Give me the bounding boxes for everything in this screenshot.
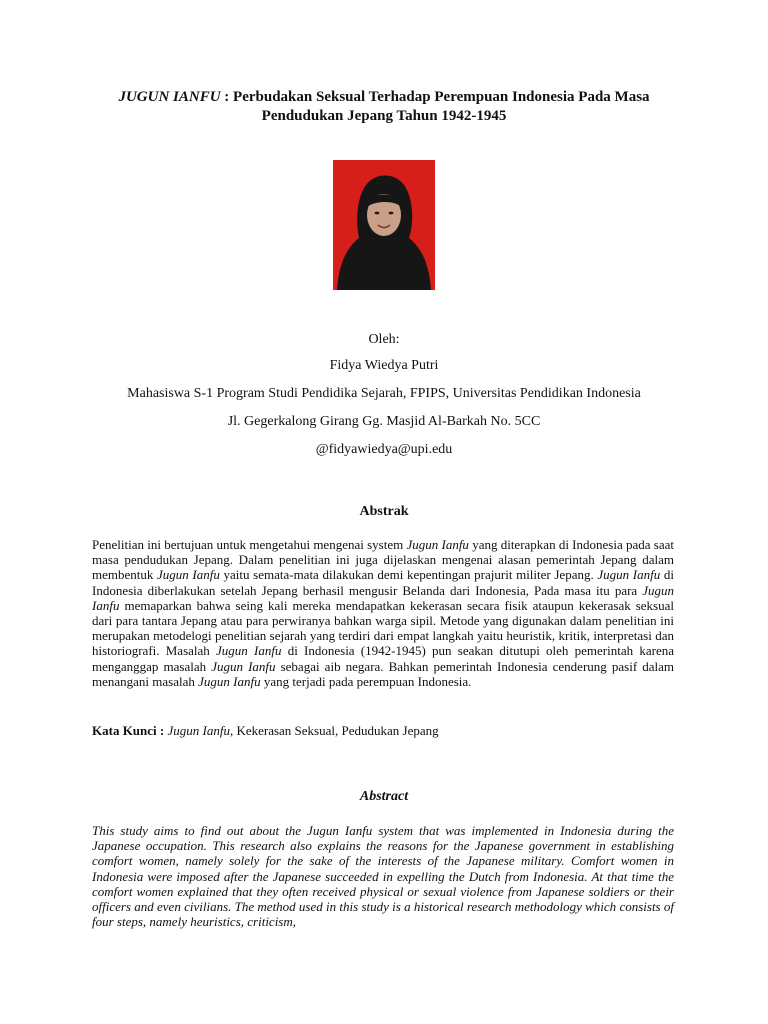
abstrak-text: memaparkan bahwa seing kali mereka mendapatkan kekerasan secara fisik ataupun kekerasak seksual dari para tantara Jepang atau para perwiranya bahkan warga sipil. Metode yang digunakan dalam penelitian ini merupakan metodelogi penelitian sejarah yang terdiri dari empat langkah yaitu heuristik, kritik, interpretasi dan historiografi. Masalah [92, 597, 674, 659]
abstrak-text: yang diterapkan di Indonesia pada saat masa pendudukan Jepang. Dalam penelitian ini juga dijelaskan mengenai alasan pemerintah Jepang dalam membentuk [92, 537, 674, 583]
abstrak-text: di Indonesia diberlakukan setelah Jepang berhasil mengusir Belanda dari Indonesia, Pada masa itu para [92, 567, 674, 598]
keywords-label: Kata Kunci : [92, 723, 165, 738]
author-affiliation: Mahasiswa S-1 Program Studi Pendidika Sejarah, FPIPS, Universitas Pendidikan Indonesia [127, 386, 641, 401]
abstrak-heading: Abstrak [359, 504, 409, 519]
abstrak-term-italic: Jugun Ianfu [92, 582, 674, 613]
author-email[interactable]: @fidyawiedya@upi.edu [315, 442, 453, 457]
abstrak-text: yaitu semata-mata dilakukan demi kepentingan prajurit militer Jepang. [219, 567, 598, 583]
abstract-heading: Abstract [359, 789, 409, 804]
author-address: Jl. Gegerkalong Girang Gg. Masjid Al-Barkah No. 5CC [227, 414, 541, 429]
title-italic: JUGUN IANFU [118, 89, 221, 105]
abstrak-term-italic: Jugun Ianfu [211, 658, 276, 674]
abstrak-term-italic: Jugun Ianfu [597, 567, 661, 583]
abstrak-term-italic: Jugun Ianfu [157, 567, 220, 583]
author-portrait-image [333, 160, 435, 290]
abstrak-term-italic: Jugun Ianfu [216, 643, 282, 659]
author-photo [333, 160, 435, 290]
abstrak-body [92, 537, 674, 689]
abstract-body: This study aims to find out about the Jugun Ianfu system that was implemented in Indonesia during the Japanese occupation. This research also explains the reasons for the Japanese government in establishing comfort women, namely solely for the sake of the interests of the Japanese military. Comfort women in Indonesia were imposed after the Japanese succeeded in expelling the Dutch from Indonesia. At that time the comfort women explained that they often received physical or sexual violence from Japanese soldiers or their officers and even civilians. The method used in this study is a historical research methodology which consists of four steps, namely heuristics, criticism, [92, 823, 674, 930]
paper-title [60, 88, 708, 126]
abstrak-text: yang terjadi pada perempuan Indonesia. [260, 673, 472, 689]
keywords [92, 723, 674, 739]
abstrak-text: sebagai aib negara. Bahkan pemerintah Indonesia cenderung pasif dalam menangani masalah [92, 658, 674, 689]
title-line2: Pendudukan Jepang Tahun 1942-1945 [261, 108, 507, 124]
author-oleh: Oleh: [368, 332, 400, 347]
abstrak-term-italic: Jugun Ianfu [198, 673, 261, 689]
keywords-italic: Jugun Ianfu [167, 723, 230, 738]
abstrak-text: Penelitian ini bertujuan untuk mengetahui mengenai system [92, 537, 407, 552]
abstrak-term-italic: Jugun Ianfu [406, 537, 469, 552]
title-line1-rest: : Perbudakan Seksual Terhadap Perempuan Indonesia Pada Masa [220, 89, 650, 105]
author-name: Fidya Wiedya Putri [329, 358, 439, 373]
abstrak-text: di Indonesia (1942-1945) pun seakan ditutupi oleh pemerintah karena menganggap masalah [92, 643, 674, 674]
keywords-rest: , Kekerasan Seksual, Pedudukan Jepang [229, 723, 439, 738]
